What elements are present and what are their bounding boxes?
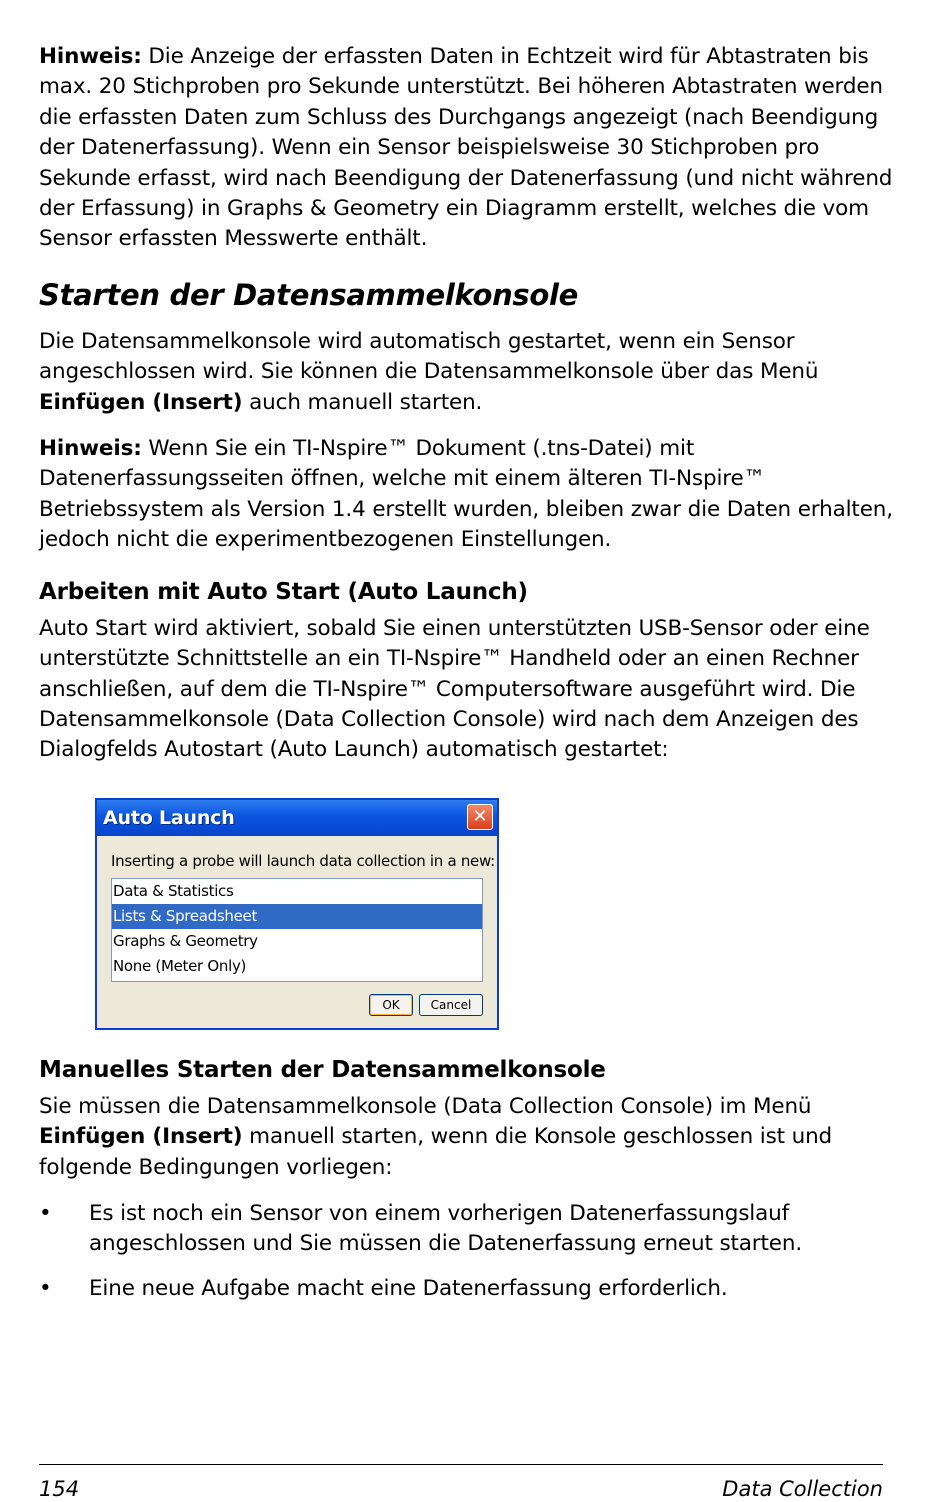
manual-paragraph xyxy=(39,1092,899,1183)
intro-text: Die Datensammelkonsole wird automatisch gestartet, wenn ein Sensor angeschlossen wird. Sie können die Datensammelkonsole über das Menü xyxy=(39,328,819,385)
list-item xyxy=(39,1199,899,1260)
note-text: Die Anzeige der erfassten Daten in Echtzeit wird für Abtastraten bis max. 20 Stichproben pro Sekunde unterstützt. Bei höheren Abtastraten werden die erfassten Daten zum Schluss des Durchgangs angezeigt (nach Beendigung der Datenerfassung). Wenn ein Sensor beispielsweise 30 Stichproben pro Sekunde erfasst, wird nach Beendigung der Datenerfassung (und nicht während der Erfassung) in Graphs & Geometry ein Diagramm erstellt, welches die vom Sensor erfassten Messwerte enthält. xyxy=(39,44,893,252)
auto-launch-dialog xyxy=(95,798,499,1030)
chapter-name: Data Collection xyxy=(722,1477,883,1501)
autostart-paragraph: Auto Start wird aktiviert, sobald Sie einen unterstützten USB-Sensor oder eine unterstützte Schnittstelle an ein TI-Nspire™ Handheld oder an einen Rechner anschließen, auf dem die TI-Nspire™ Computersoftware ausgeführt wird. Die Datensammelkonsole (Data Collection Console) wird nach dem Anzeigen des Dialogfelds Autostart (Auto Launch) automatisch gestartet: xyxy=(39,615,870,763)
note-text: Wenn Sie ein TI-Nspire™ Dokument (.tns-Datei) mit Datenerfassungsseiten öffnen, welche mit einem älteren TI-Nspire™ Betriebssystem als Version 1.4 erstellt wurden, bleiben zwar die Daten erhalten, jedoch nicht die experimentbezogenen Einstellungen. xyxy=(39,436,893,553)
bullet-text: Eine neue Aufgabe macht eine Datenerfassung erforderlich. xyxy=(89,1275,728,1301)
condition-list xyxy=(39,1199,899,1304)
section-title: Starten der Datensammelkonsole xyxy=(39,277,579,312)
dialog-title: Auto Launch xyxy=(103,806,235,829)
footer-divider xyxy=(39,1464,883,1465)
bullet-text: Es ist noch ein Sensor von einem vorherigen Datenerfassungslauf angeschlossen und Sie müssen die Datenerfassung erneut starten. xyxy=(89,1200,803,1257)
auto-launch-screenshot xyxy=(95,798,505,1034)
bullet-icon: • xyxy=(39,1275,52,1301)
dialog-titlebar[interactable] xyxy=(97,800,497,836)
ok-button[interactable]: OK xyxy=(369,994,413,1016)
list-item[interactable]: None (Meter Only) xyxy=(113,956,247,975)
app-listbox[interactable] xyxy=(111,878,483,982)
list-item xyxy=(39,1274,899,1304)
manual-text-end: manuell starten, wenn die Konsole geschlossen ist und folgende Bedingungen vorliegen: xyxy=(39,1124,833,1180)
cancel-button[interactable]: Cancel xyxy=(419,994,483,1016)
intro-paragraph xyxy=(39,327,899,418)
subsection-title: Manuelles Starten der Datensammelkonsole xyxy=(39,1056,606,1083)
note-paragraph xyxy=(39,434,899,556)
note-label: Hinweis: xyxy=(39,436,142,462)
menu-name: Einfügen (Insert) xyxy=(39,389,243,415)
list-item-selected[interactable]: Lists & Spreadsheet xyxy=(112,904,482,929)
list-item[interactable]: Data & Statistics xyxy=(113,881,234,900)
dialog-prompt: Inserting a probe will launch data collection in a new: xyxy=(111,851,495,870)
intro-text-end: auch manuell starten. xyxy=(242,389,483,415)
close-icon[interactable]: ✕ xyxy=(467,804,493,830)
subsection-title: Arbeiten mit Auto Start (Auto Launch) xyxy=(39,578,528,605)
bullet-icon: • xyxy=(39,1200,52,1226)
note-paragraph xyxy=(39,42,899,255)
page-number: 154 xyxy=(39,1477,80,1501)
document-page xyxy=(39,42,899,1304)
manual-text: Sie müssen die Datensammelkonsole (Data Collection Console) im Menü xyxy=(39,1093,812,1119)
list-item[interactable]: Graphs & Geometry xyxy=(113,931,258,950)
menu-name: Einfügen (Insert) xyxy=(39,1124,243,1150)
note-label: Hinweis: xyxy=(39,44,142,69)
